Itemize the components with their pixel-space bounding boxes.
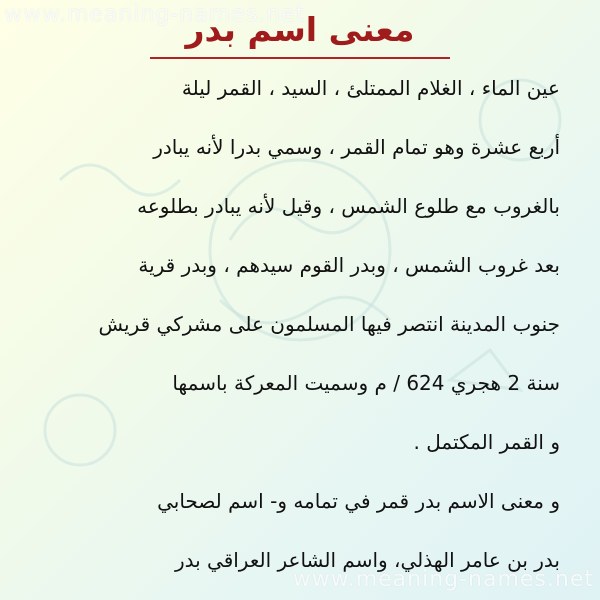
text-line: بالغروب مع طلوع الشمس ، وقيل لأنه يبادر بطلوعه — [137, 194, 560, 218]
text-line: عين الماء ، الغلام الممتلئ ، السيد ، القمر ليلة — [181, 76, 560, 100]
text-line: و معنى الاسم بدر قمر في تمامه و- اسم لصحابي — [157, 489, 560, 513]
watermark-top: www.meaning-names.net — [4, 2, 306, 27]
text-line: و القمر المكتمل . — [413, 430, 560, 454]
text-line: سنة 2 هجري 624 / م وسميت المعركة باسمها — [172, 371, 560, 395]
watermark-bottom: www.meaning-names.net — [292, 567, 594, 592]
text-line: أربع عشرة وهو تمام القمر ، وسمي بدرا لأنه يبادر — [153, 135, 560, 159]
title-underline — [150, 57, 450, 59]
text-line: بعد غروب الشمس ، وبدر القوم سيدهم ، وبدر قرية — [138, 253, 560, 277]
meaning-text — [40, 68, 560, 599]
text-line: بدر بن عامر الهذلي، واسم الشاعر العراقي بدر — [174, 548, 560, 572]
text-line: جنوب المدينة انتصر فيها المسلمون على مشركي قريش — [98, 312, 560, 336]
page-title: معنى اسم بدر — [185, 10, 415, 49]
